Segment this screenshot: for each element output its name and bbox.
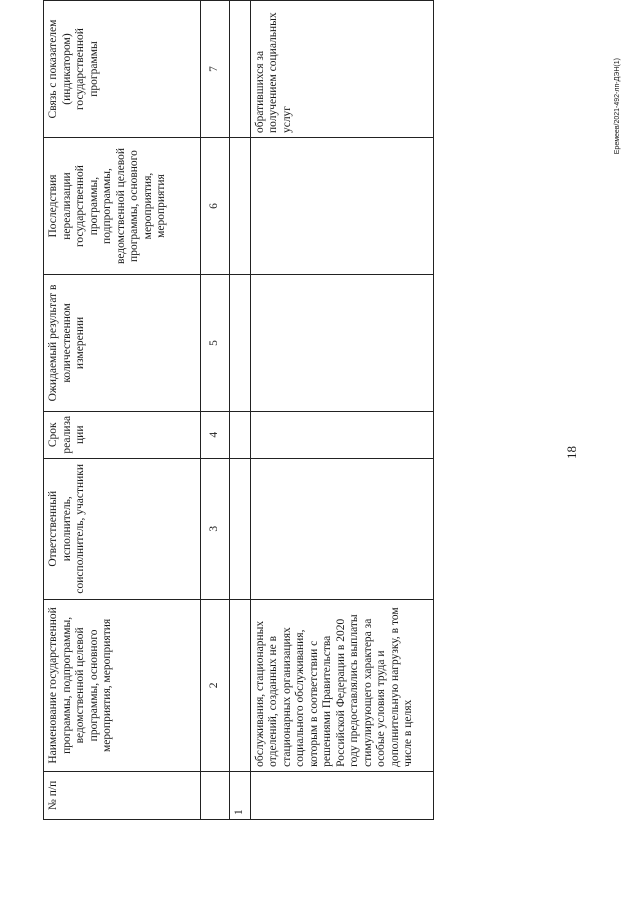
column-number-row (201, 1, 230, 820)
column-number-2: 2 (201, 599, 230, 771)
header-responsible: Ответственный исполнитель, соисполнитель, участники (44, 458, 201, 599)
section-cell (230, 138, 251, 275)
column-number-3: 3 (201, 458, 230, 599)
column-number-7: 7 (201, 1, 230, 138)
column-number-5: 5 (201, 275, 230, 412)
section-row (230, 1, 251, 820)
row-responsible (250, 458, 433, 599)
section-cell (230, 275, 251, 412)
header-program-name: Наименование государственной программы, подпрограммы, ведомственной целевой программы, основного мероприятия, мероприятия (44, 599, 201, 771)
column-number-1 (201, 771, 230, 819)
header-consequences: Последствия нереализации государственной программы, подпрограммы, ведомственной целевой программы, основного мероприятия, мероприятия (44, 138, 201, 275)
section-cell (230, 599, 251, 771)
section-label: 1 (230, 771, 251, 819)
header-period: Срок реализа ции (44, 411, 201, 458)
row-program-name: обслуживания, стационарных отделений, созданных не в стационарных организациях социального обслуживания, которым в соответствии с решениями Правительства Российской Федерации в 2020 году предоставлялись выплаты стимулирующего характера за особые условия труда и дополнительную нагрузку, в том числе в целях (250, 599, 433, 771)
table-header-row (44, 1, 201, 820)
column-number-6: 6 (201, 138, 230, 275)
column-number-4: 4 (201, 411, 230, 458)
header-expected-result: Ожидаемый результат в количественном измерении (44, 275, 201, 412)
program-table (43, 0, 434, 820)
header-number: № п/п (44, 771, 201, 819)
row-indicator-link: обратившихся за получением социальных услуг (250, 1, 433, 138)
row-number (250, 771, 433, 819)
table-row (250, 1, 433, 820)
row-period (250, 411, 433, 458)
row-expected-result (250, 275, 433, 412)
header-indicator-link: Связь с показателем (индикатором) государственной программы (44, 1, 201, 138)
section-cell (230, 411, 251, 458)
row-consequences (250, 138, 433, 275)
page-number: 18 (564, 446, 579, 459)
section-cell (230, 1, 251, 138)
document-code: Еремеев/2021-492-лп-ДЭН(1) (614, 58, 621, 155)
section-cell (230, 458, 251, 599)
